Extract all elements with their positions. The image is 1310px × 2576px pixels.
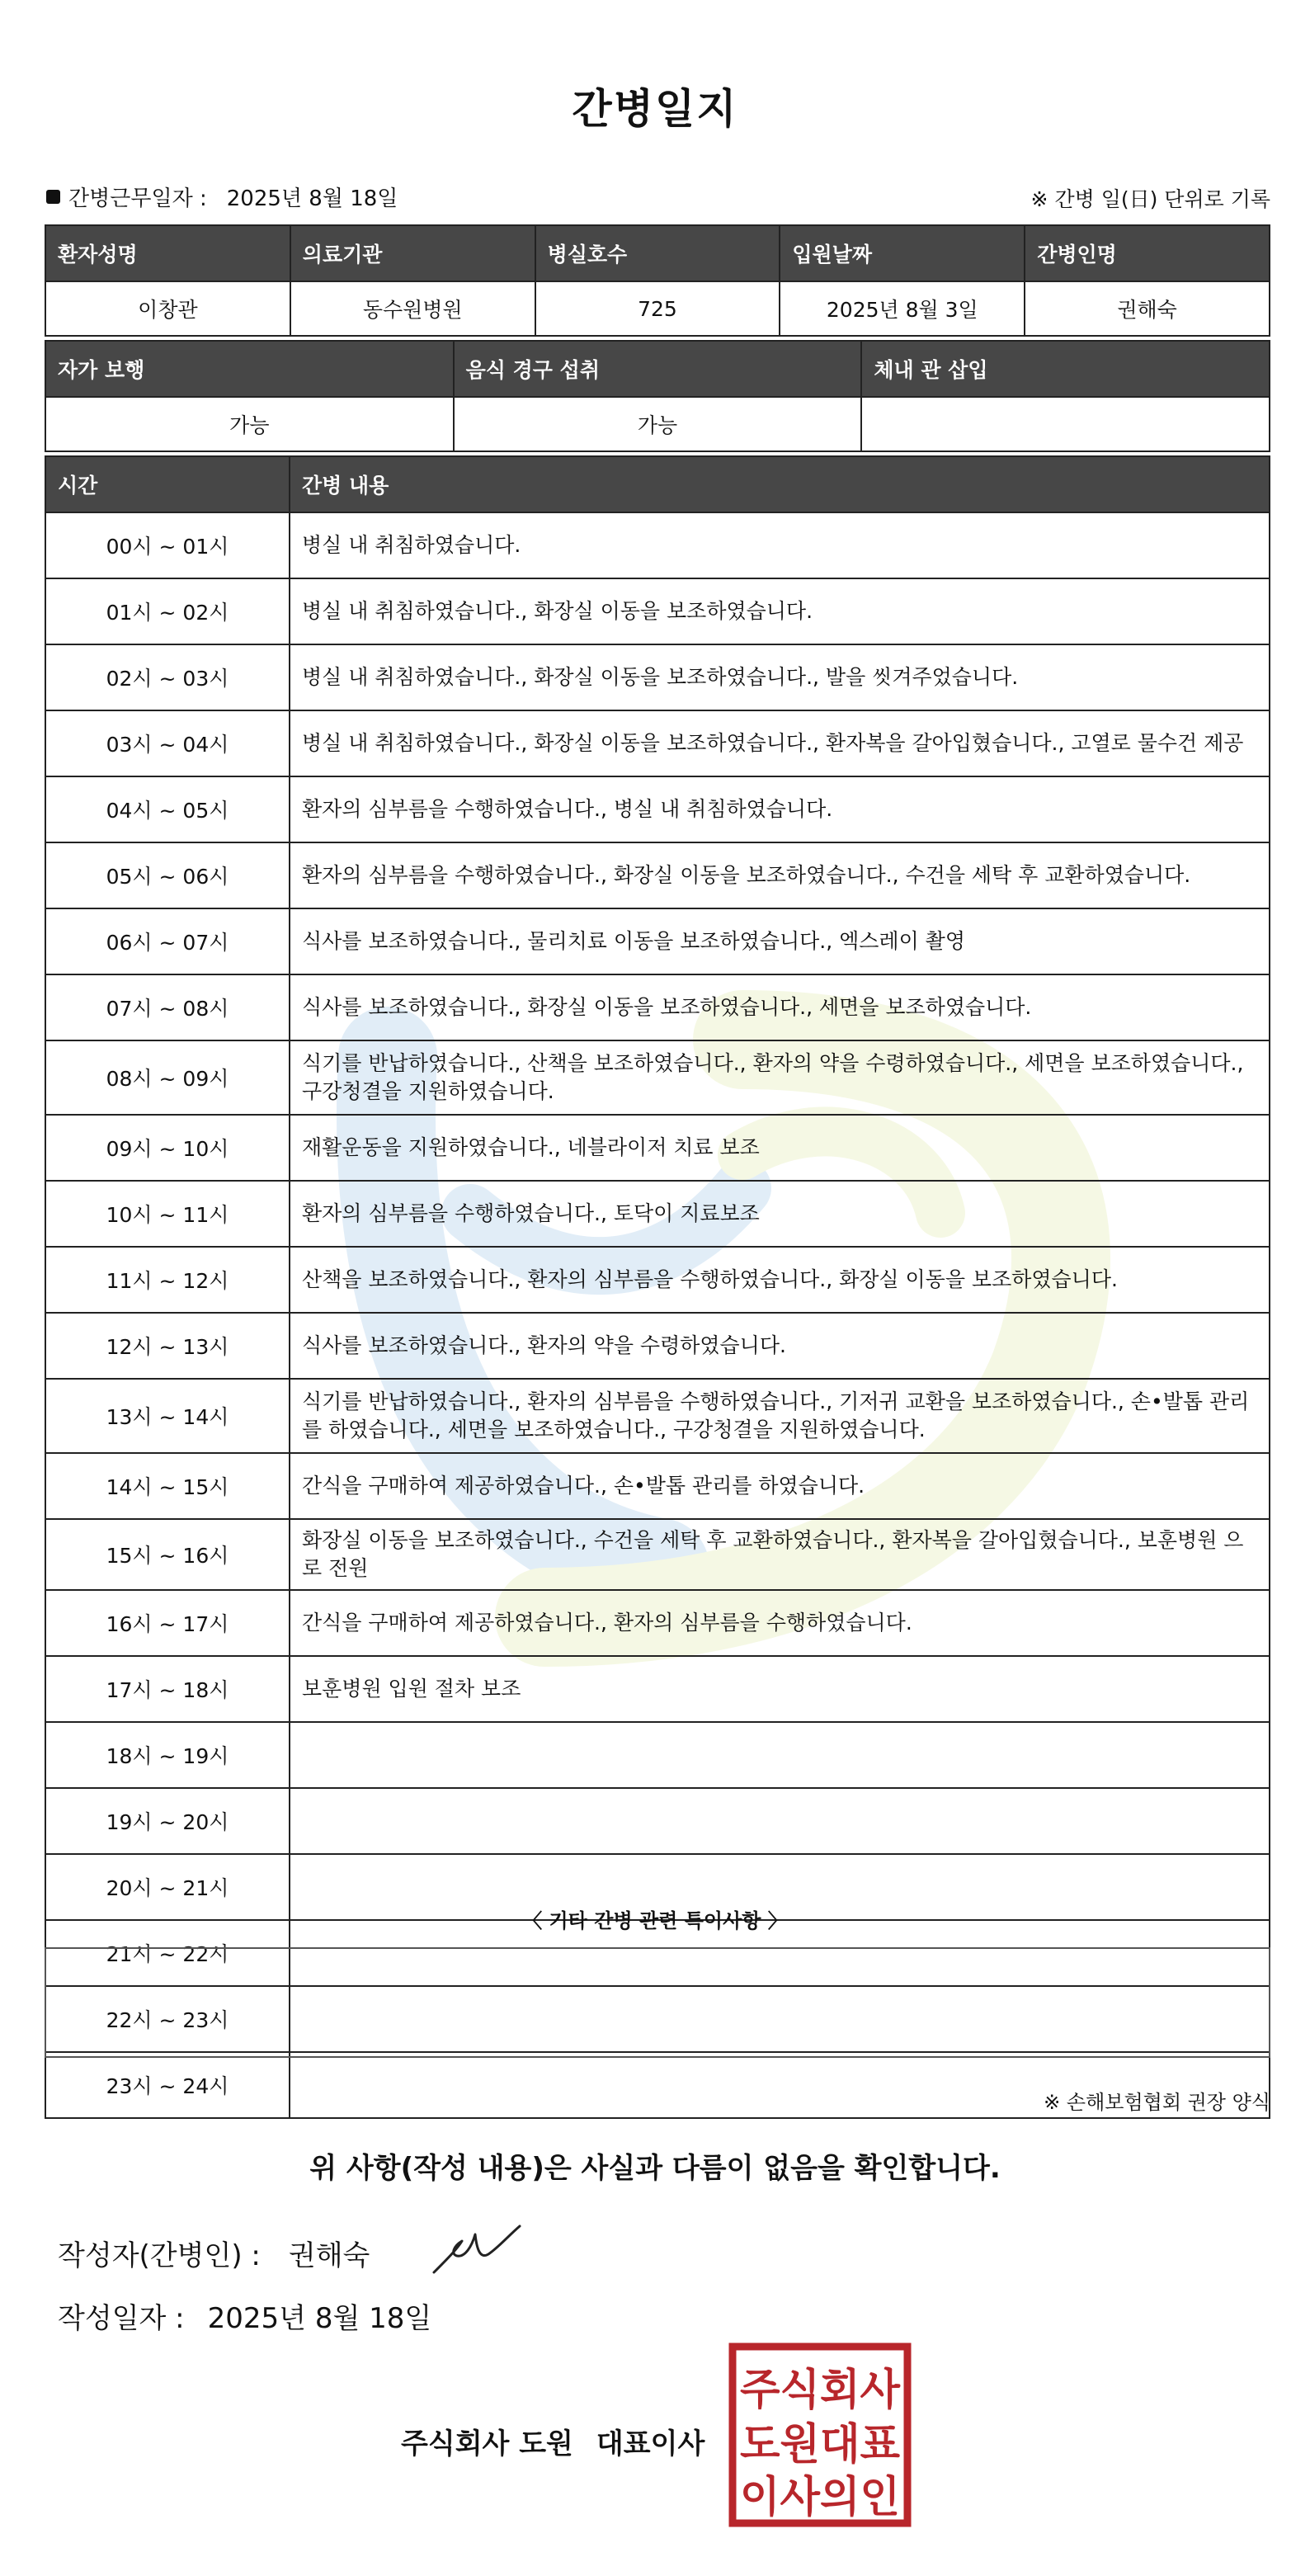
table-row [45, 974, 1270, 1040]
log-time-cell: 04시 ~ 05시 [45, 776, 290, 842]
log-time-cell: 19시 ~ 20시 [45, 1788, 290, 1854]
seal-text-line: 주식회사 [740, 2366, 901, 2415]
writer-line [58, 2233, 370, 2273]
log-content-cell: 병실 내 취침하였습니다., 화장실 이동을 보조하였습니다., 발을 씻겨주었습니다. [290, 644, 1270, 710]
table-row [45, 1181, 1270, 1247]
header-time: 시간 [45, 456, 290, 512]
log-time-cell: 03시 ~ 04시 [45, 710, 290, 776]
log-content-cell: 식기를 반납하였습니다., 산책을 보조하였습니다., 환자의 약을 수령하였습니다., 세면을 보조하였습니다., 구강청결을 지원하였습니다. [290, 1040, 1270, 1115]
log-content-cell: 환자의 심부름을 수행하였습니다., 토닥이 지료보조 [290, 1181, 1270, 1247]
work-date-label: 간병근무일자 : [68, 186, 207, 211]
ceo-label: 대표이사 [596, 2427, 705, 2460]
log-time-cell: 12시 ~ 13시 [45, 1313, 290, 1379]
log-time-cell: 18시 ~ 19시 [45, 1722, 290, 1788]
log-content-cell: 산책을 보조하였습니다., 환자의 심부름을 수행하였습니다., 화장실 이동을 보조하였습니다. [290, 1247, 1270, 1313]
log-time-cell: 00시 ~ 01시 [45, 512, 290, 578]
seal-text-line: 도원대표 [740, 2420, 900, 2470]
special-notes-box [45, 1947, 1270, 2058]
header-caregiver: 간병인명 [1025, 225, 1270, 281]
log-content-cell: 병실 내 취침하였습니다. [290, 512, 1270, 578]
oral-intake-value: 가능 [454, 397, 862, 451]
log-content-cell: 재활운동을 지원하였습니다., 네블라이저 치료 보조 [290, 1115, 1270, 1181]
log-time-cell: 17시 ~ 18시 [45, 1656, 290, 1722]
log-content-cell: 보훈병원 입원 절차 보조 [290, 1656, 1270, 1722]
table-row [45, 1379, 1270, 1453]
company-name: 주식회사 도원 [401, 2427, 573, 2460]
company-seal-stamp [728, 2342, 912, 2528]
table-row [45, 1590, 1270, 1656]
work-date-line [46, 182, 398, 212]
admission-date: 2025년 8월 3일 [780, 281, 1025, 336]
table-row [45, 512, 1270, 578]
writer-name: 권해숙 [288, 2239, 370, 2272]
write-date-label: 작성일자 : [58, 2302, 185, 2335]
log-time-cell: 23시 ~ 24시 [45, 2052, 290, 2118]
square-bullet-icon [46, 190, 60, 204]
care-log-body [45, 512, 1270, 2118]
table-row [45, 644, 1270, 710]
handwritten-signature [429, 2221, 528, 2279]
caregiver-name: 권해숙 [1025, 281, 1270, 336]
log-content-cell: 환자의 심부름을 수행하였습니다., 화장실 이동을 보조하였습니다., 수건을 세탁 후 교환하였습니다. [290, 842, 1270, 908]
work-date-value: 2025년 8월 18일 [226, 186, 398, 211]
log-content-cell: 병실 내 취침하였습니다., 화장실 이동을 보조하였습니다., 환자복을 갈아입혔습니다., 고열로 물수건 제공 [290, 710, 1270, 776]
special-notes-label: 〈 기타 간병 관련 특이사항 〉 [522, 1909, 788, 1932]
log-content-cell: 화장실 이동을 보조하였습니다., 수건을 세탁 후 교환하였습니다., 환자복을 갈아입혔습니다., 보훈병원 으로 전원 [290, 1519, 1270, 1590]
write-date-line [58, 2295, 431, 2336]
patient-name: 이창관 [45, 281, 290, 336]
daily-note: ※ 간병 일(日) 단위로 기록 [1030, 187, 1270, 211]
table-row [45, 1040, 1270, 1115]
header-oral-intake: 음식 경구 섭취 [454, 341, 862, 397]
table-row [45, 842, 1270, 908]
table-row [45, 776, 1270, 842]
log-time-cell: 16시 ~ 17시 [45, 1590, 290, 1656]
seal-text-line: 이사의인 [740, 2473, 900, 2522]
log-time-cell: 06시 ~ 07시 [45, 908, 290, 974]
table-row [45, 908, 1270, 974]
log-time-cell: 10시 ~ 11시 [45, 1181, 290, 1247]
care-log-table [45, 455, 1270, 2119]
confirmation-statement: 위 사항(작성 내용)은 사실과 다름이 없음을 확인합니다. [309, 2152, 1001, 2185]
write-date-value: 2025년 8월 18일 [207, 2302, 432, 2335]
table-row [45, 1247, 1270, 1313]
header-care-content: 간병 내용 [290, 456, 1270, 512]
log-time-cell: 20시 ~ 21시 [45, 1854, 290, 1920]
patient-ability-table [45, 340, 1270, 452]
log-content-cell [290, 1722, 1270, 1788]
log-time-cell: 21시 ~ 22시 [45, 1920, 290, 1986]
log-content-cell: 간식을 구매하여 제공하였습니다., 손•발톱 관리를 하였습니다. [290, 1453, 1270, 1519]
writer-label: 작성자(간병인) : [58, 2239, 261, 2272]
log-time-cell: 15시 ~ 16시 [45, 1519, 290, 1590]
header-room: 병실호수 [535, 225, 780, 281]
header-hospital: 의료기관 [290, 225, 535, 281]
table-row [45, 1453, 1270, 1519]
log-time-cell: 11시 ~ 12시 [45, 1247, 290, 1313]
log-time-cell: 08시 ~ 09시 [45, 1040, 290, 1115]
table-row [45, 1519, 1270, 1590]
hospital-name: 동수원병원 [290, 281, 535, 336]
header-tube-insertion: 체내 관 삽입 [861, 341, 1270, 397]
log-content-cell: 식사를 보조하였습니다., 물리치료 이동을 보조하였습니다., 엑스레이 촬영 [290, 908, 1270, 974]
log-content-cell: 환자의 심부름을 수행하였습니다., 병실 내 취침하였습니다. [290, 776, 1270, 842]
header-admission-date: 입원날짜 [780, 225, 1025, 281]
header-self-walking: 자가 보행 [45, 341, 454, 397]
log-content-cell: 병실 내 취침하였습니다., 화장실 이동을 보조하였습니다. [290, 578, 1270, 644]
table-row [45, 1313, 1270, 1379]
log-time-cell: 13시 ~ 14시 [45, 1379, 290, 1453]
room-number: 725 [535, 281, 780, 336]
log-time-cell: 14시 ~ 15시 [45, 1453, 290, 1519]
log-content-cell [290, 1788, 1270, 1854]
log-time-cell: 01시 ~ 02시 [45, 578, 290, 644]
log-time-cell: 02시 ~ 03시 [45, 644, 290, 710]
patient-info-table [45, 224, 1270, 337]
table-row [45, 1115, 1270, 1181]
log-time-cell: 07시 ~ 08시 [45, 974, 290, 1040]
log-content-cell: 식사를 보조하였습니다., 환자의 약을 수령하였습니다. [290, 1313, 1270, 1379]
table-row [45, 710, 1270, 776]
table-row [45, 578, 1270, 644]
company-signature [401, 2421, 704, 2461]
document-title: 간병일지 [572, 85, 738, 133]
table-row [45, 1722, 1270, 1788]
tube-insertion-value [861, 397, 1270, 451]
log-time-cell: 09시 ~ 10시 [45, 1115, 290, 1181]
self-walking-value: 가능 [45, 397, 454, 451]
log-content-cell: 식기를 반납하였습니다., 환자의 심부름을 수행하였습니다., 기저귀 교환을 보조하였습니다., 손•발톱 관리를 하였습니다., 세면을 보조하였습니다., 구강청결을 지원하였습니다. [290, 1379, 1270, 1453]
header-patient-name: 환자성명 [45, 225, 290, 281]
table-row [45, 1656, 1270, 1722]
log-time-cell: 22시 ~ 23시 [45, 1986, 290, 2052]
log-content-cell: 간식을 구매하여 제공하였습니다., 환자의 심부름을 수행하였습니다. [290, 1590, 1270, 1656]
log-content-cell: 식사를 보조하였습니다., 화장실 이동을 보조하였습니다., 세면을 보조하였습니다. [290, 974, 1270, 1040]
log-time-cell: 05시 ~ 06시 [45, 842, 290, 908]
table-row [45, 1788, 1270, 1854]
recommend-note: ※ 손해보험협회 권장 양식 [1044, 2091, 1270, 2114]
